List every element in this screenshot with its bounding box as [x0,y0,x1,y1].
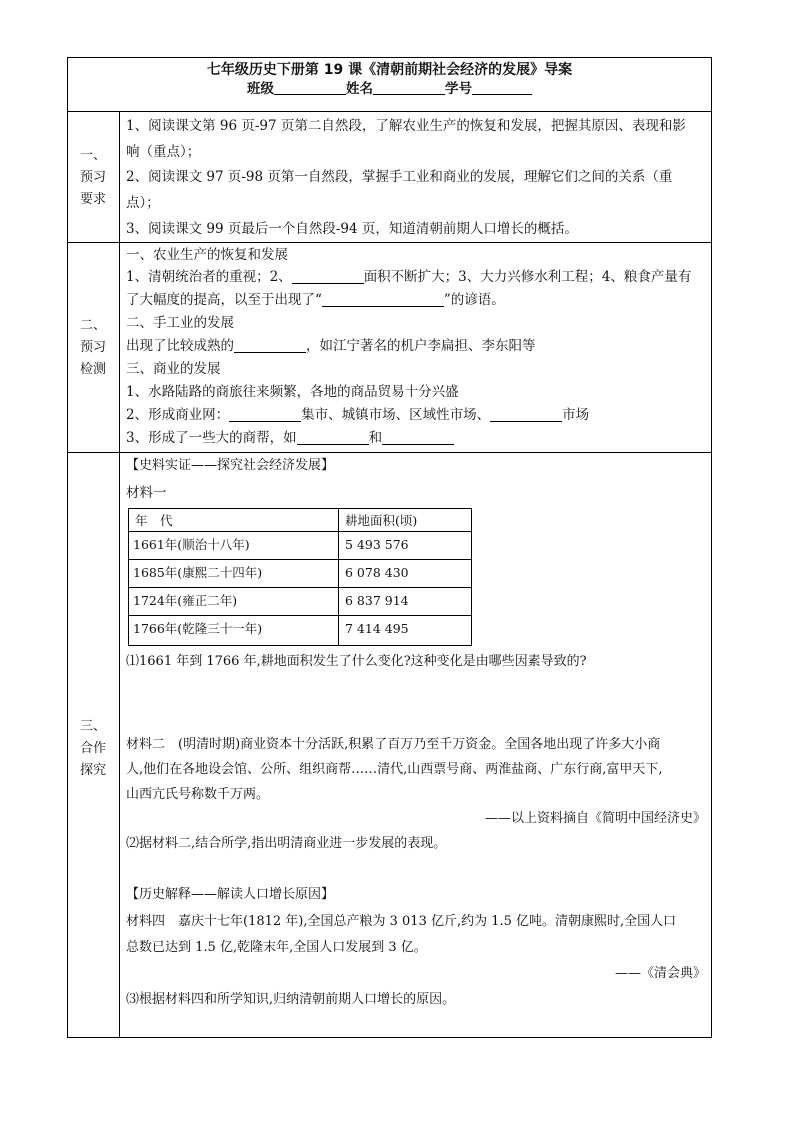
section1-label: 一、 预习 要求 [79,148,106,207]
divider-header [67,111,712,112]
number-field[interactable] [472,80,532,95]
s1-line-1: 1、阅读课文第 96 页-97 页第二自然段，了解农业生产的恢复和发展，把握其原因、表现和影 [126,118,686,134]
worksheet-title: 七年级历史下册第 19 课《清朝前期社会经济的发展》导案 [206,62,573,78]
s2-line-2: 了大幅度的提高，以至于出现了“ ”的谚语。 [126,292,505,308]
s2-line-1: 1、清朝统治者的重视；2、 面积不断扩大；3、大力兴修水利工程；4、粮食产量有 [126,269,692,285]
label-column-divider [119,111,120,1038]
number-label: 学号 [445,81,472,97]
class-label: 班级 [247,81,274,97]
blank-market-2[interactable] [490,406,562,422]
s2-heading-agriculture: 一、农业生产的恢复和发展 [126,247,288,263]
table-cell-year: 1766年(乾隆三十一年) [133,621,263,636]
class-field[interactable] [274,80,346,95]
s3-source-4: ——《清会典》 [614,966,706,981]
blank-market-1[interactable] [229,406,301,422]
table-cell-area: 7 414 495 [345,621,409,636]
s1-line-4: 点）； [126,195,160,211]
section3-label: 三、 合作 探究 [79,719,106,778]
table-cell-area: 5 493 576 [345,537,409,552]
s2-line-4: 1、水路陆路的商旅往来频繁，各地的商品贸易十分兴盛 [126,384,459,400]
divider-section1 [67,242,712,243]
table-header-area: 耕地面积(顷) [345,513,418,528]
table-cell-year: 1661年(顺治十八年) [133,537,250,552]
s1-line-5: 3、阅读课文 99 页最后一个自然段-94 页，知道清朝前期人口增长的概括。 [126,221,578,237]
blank-proverb[interactable] [322,291,444,307]
s1-line-3: 2、阅读课文 97 页-98 页第一自然段，掌握手工业和商业的发展，理解它们之间的关系（重 [126,169,673,185]
divider-section2 [67,452,712,453]
s2-line-5: 2、形成商业网： 集市、城镇市场、区域性市场、 市场 [126,407,590,423]
s3-material-2-line-2: 人,他们在各地设会馆、公所、组织商帮……清代,山西票号商、两淮盐商、广东行商,富甲天下, [126,762,663,777]
s2-line-3: 出现了比较成熟的 ，如江宁著名的机户李扁担、李东阳等 [126,338,536,354]
s2-line-6: 3、形成了一些大的商帮，如 和 [126,427,454,449]
s3-material-4-line-2: 总数已达到 1.5 亿,乾隆末年,全国人口发展到 3 亿。 [126,940,427,955]
name-field[interactable] [373,80,445,95]
table-cell-year: 1685年(康熙二十四年) [133,565,263,580]
s3-question-2: ⑵据材料二,结合所学,指出明清商业进一步发展的表现。 [126,836,447,851]
s2-heading-commerce: 三、商业的发展 [126,361,221,377]
s2-heading-handicraft: 二、手工业的发展 [126,315,234,331]
student-info-line [67,80,712,99]
s3-heading-evidence: 【史料实证——探究社会经济发展】 [126,458,335,473]
table-cell-area: 6 078 430 [345,565,409,580]
table-header-year: 年 代 [135,513,173,528]
name-label: 姓名 [346,81,373,97]
s3-material-2-line-3: 山西亢氏号称数千万两。 [126,787,270,802]
s3-material-1-label: 材料一 [126,485,167,501]
section2-label: 二、 预习 检测 [79,318,106,377]
blank-handicraft[interactable] [234,337,306,353]
blank-farmland[interactable] [292,268,364,284]
s3-question-3: ⑶根据材料四和所学知识,归纳清朝前期人口增长的原因。 [126,992,456,1007]
table-cell-year: 1724年(雍正二年) [133,593,238,608]
s3-question-1: ⑴1661 年到 1766 年,耕地面积发生了什么变化?这种变化是由哪些因素导致的? [126,654,587,669]
table-cell-area: 6 837 914 [345,593,409,608]
s3-material-4-line-1: 材料四 嘉庆十七年(1812 年),全国总产粮为 3 013 亿斤,约为 1.5 亿吨。清朝康熙时,全国人口 [126,914,677,929]
blank-merchant-group-2[interactable] [382,429,454,445]
s3-material-2-line-1: 材料二 (明清时期)商业资本十分活跃,积累了百万乃至千万资金。全国各地出现了许多大小商 [126,737,661,752]
s3-heading-interpretation: 【历史解释——解读人口增长原因】 [126,887,335,902]
s1-line-2: 响（重点）； [126,144,201,160]
s3-source-2: ——以上资料摘自《简明中国经济史》 [484,811,706,826]
blank-merchant-group-1[interactable] [297,429,369,445]
